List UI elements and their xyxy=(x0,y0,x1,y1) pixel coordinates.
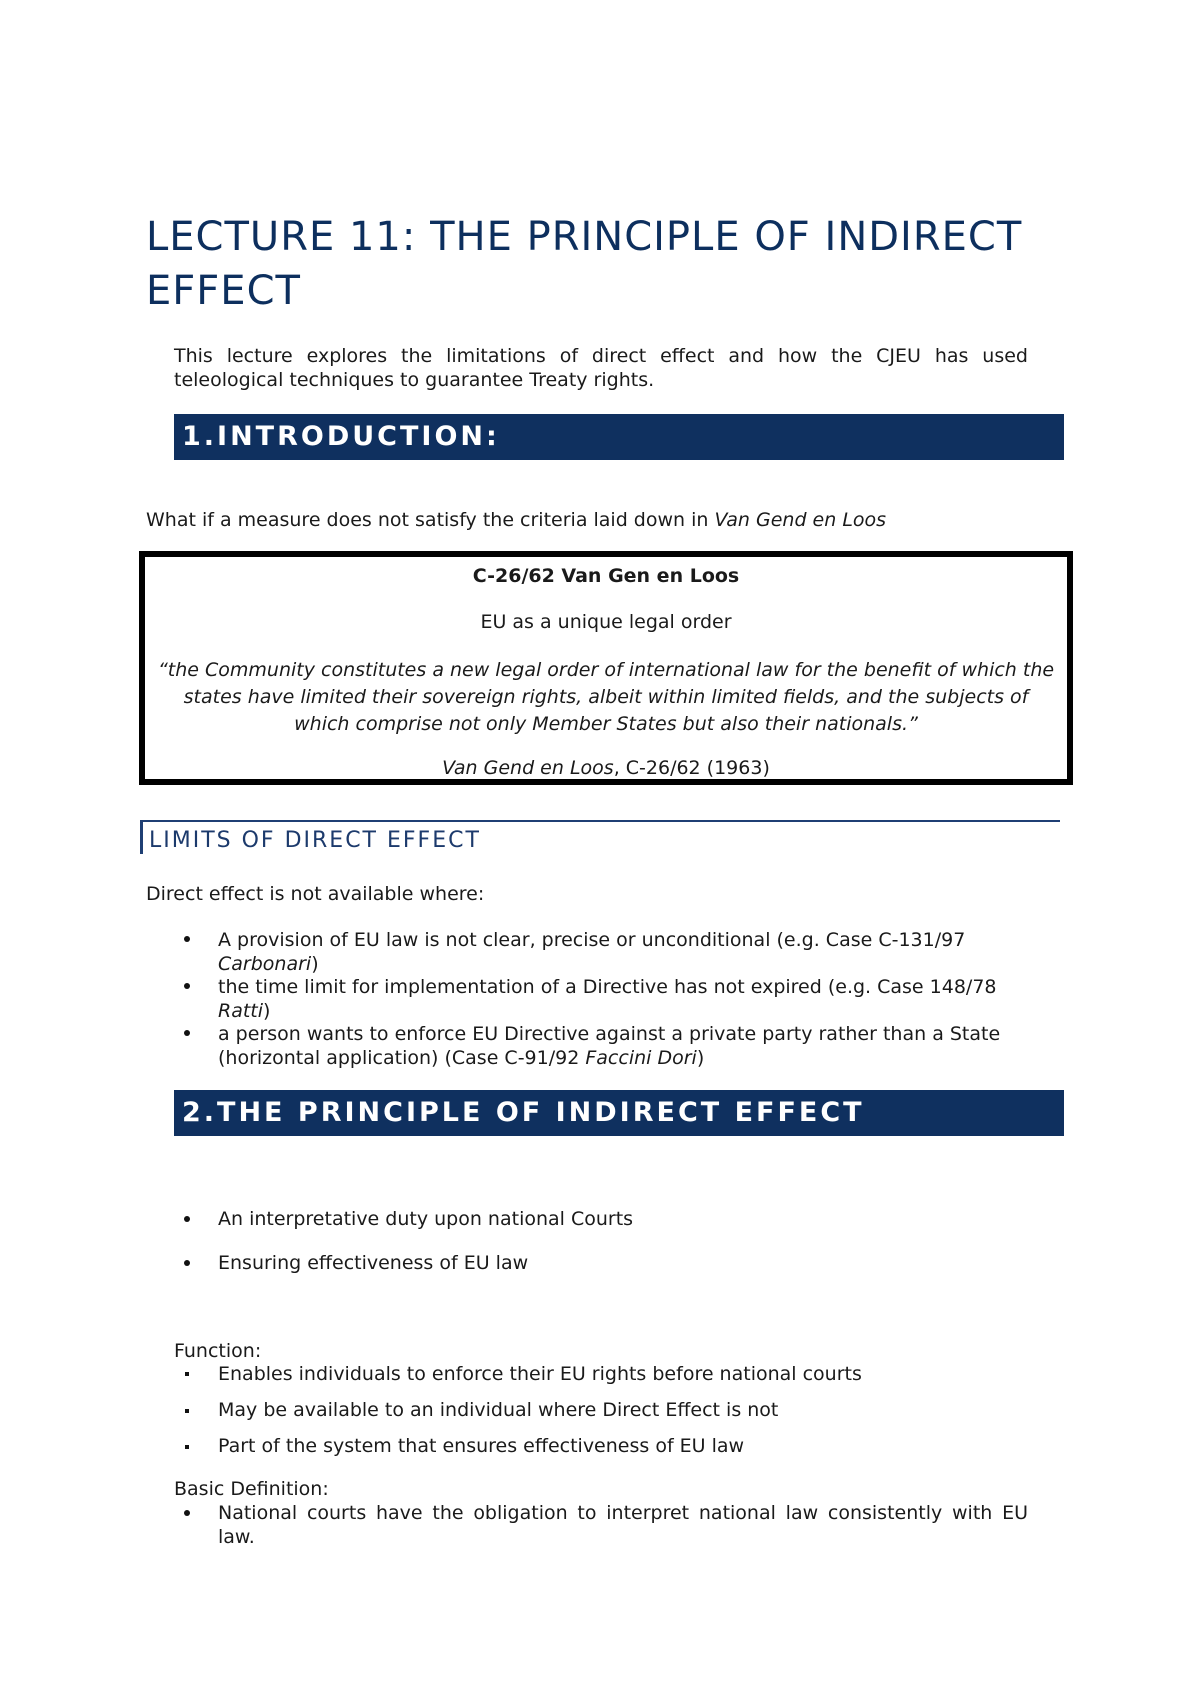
case-box xyxy=(139,551,1073,785)
list-item: Enables individuals to enforce their EU rights before national courts xyxy=(218,1363,862,1385)
case-box-subtitle: EU as a unique legal order xyxy=(480,611,732,633)
question-case-name: Van Gend en Loos xyxy=(714,509,887,531)
definition-label: Basic Definition: xyxy=(174,1478,329,1500)
citation-case-name: Van Gend en Loos xyxy=(442,757,614,779)
case-box-quote: “the Community constitutes a new legal order of international law for the benefit of which the states have limited their sovereign rights, albeit within limited fields, and the subjects of which comprise not only Member States but also their nationals.” xyxy=(157,659,1055,735)
list-item: Ensuring effectiveness of EU law xyxy=(218,1252,529,1274)
limits-lead: Direct effect is not available where: xyxy=(146,883,485,905)
bullet xyxy=(184,1030,190,1036)
list-item: the time limit for implementation of a Directive has not expired (e.g. Case 148/78 Ratti) xyxy=(218,976,997,1022)
function-label: Function: xyxy=(174,1340,262,1362)
case-box-citation xyxy=(145,755,1067,782)
intro-paragraph: This lecture explores the limitations of direct effect and how the CJEU has used teleological techniques to guarantee Treaty rights. xyxy=(174,345,1028,391)
bullet xyxy=(184,936,190,942)
square-bullet xyxy=(185,1409,189,1413)
intro-question xyxy=(146,508,1066,532)
section-heading-indirect-effect: 2.THE PRINCIPLE OF INDIRECT EFFECT xyxy=(174,1090,1064,1136)
list-item: A provision of EU law is not clear, precise or unconditional (e.g. Case C-131/97 Carbonari) xyxy=(218,929,966,975)
bullet xyxy=(184,1260,190,1266)
question-text: What if a measure does not satisfy the criteria laid down in xyxy=(146,509,715,531)
square-bullet xyxy=(185,1445,189,1449)
limits-heading: LIMITS OF DIRECT EFFECT xyxy=(140,820,1060,854)
bullet xyxy=(184,983,190,989)
bullet xyxy=(184,1216,190,1222)
bullet xyxy=(184,1510,190,1516)
section-heading-introduction: 1.INTRODUCTION: xyxy=(174,414,1064,460)
list-item: An interpretative duty upon national Courts xyxy=(218,1208,634,1230)
list-item: Part of the system that ensures effectiveness of EU law xyxy=(218,1435,745,1457)
case-box-title: C-26/62 Van Gen en Loos xyxy=(472,565,740,587)
list-item: National courts have the obligation to interpret national law consistently with EU law. xyxy=(218,1502,1028,1548)
square-bullet xyxy=(185,1372,189,1376)
list-item: a person wants to enforce EU Directive against a private party rather than a State (horizontal application) (Case C-91/92 Faccini Dori) xyxy=(218,1023,1001,1069)
citation-rest: , C-26/62 (1963) xyxy=(613,757,770,779)
page-title: LECTURE 11: THE PRINCIPLE OF INDIRECT EFFECT xyxy=(146,214,1023,314)
list-item: May be available to an individual where Direct Effect is not xyxy=(218,1399,779,1421)
